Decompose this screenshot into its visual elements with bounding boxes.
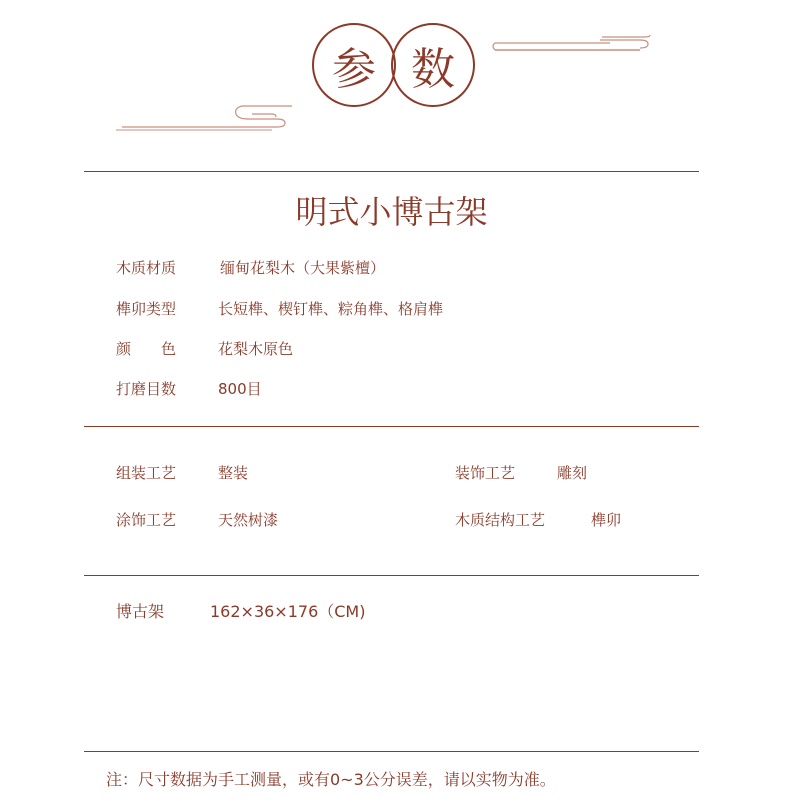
cloud-ornament-left [112, 102, 292, 134]
header-char-left: 参 [312, 23, 396, 107]
craft-value-coating: 天然树漆 [218, 511, 279, 529]
divider-top [84, 171, 699, 172]
spec-label-color: 颜 色 [116, 340, 177, 358]
spec-value-material: 缅甸花梨木（大果紫檀） [220, 259, 386, 277]
product-title: 明式小博古架 [295, 193, 488, 231]
spec-label-polish: 打磨目数 [116, 380, 177, 398]
spec-value-joinery: 长短榫、楔钉榫、粽角榫、格肩榫 [218, 300, 444, 318]
craft-label-assembly: 组装工艺 [116, 464, 177, 482]
divider-mid2 [84, 575, 699, 576]
spec-value-polish: 800目 [218, 380, 262, 398]
cloud-ornament-right [490, 30, 655, 60]
craft-label-coating: 涂饰工艺 [116, 511, 177, 529]
spec-value-color: 花梨木原色 [218, 340, 294, 358]
spec-label-material: 木质材质 [116, 259, 177, 277]
divider-mid1 [84, 426, 699, 427]
spec-label-joinery: 榫卯类型 [116, 300, 177, 318]
size-label: 博古架 [116, 602, 165, 621]
craft-label-decoration: 装饰工艺 [455, 464, 516, 482]
craft-value-structure: 榫卯 [591, 511, 622, 529]
craft-value-assembly: 整装 [218, 464, 249, 482]
header-char-right: 数 [391, 23, 475, 107]
size-value: 162×36×176（CM) [210, 602, 366, 621]
measurement-note: 注：尺寸数据为手工测量，或有0~3公分误差，请以实物为准。 [106, 770, 556, 789]
divider-bottom [84, 751, 699, 752]
craft-value-decoration: 雕刻 [557, 464, 588, 482]
craft-label-structure: 木质结构工艺 [455, 511, 546, 529]
